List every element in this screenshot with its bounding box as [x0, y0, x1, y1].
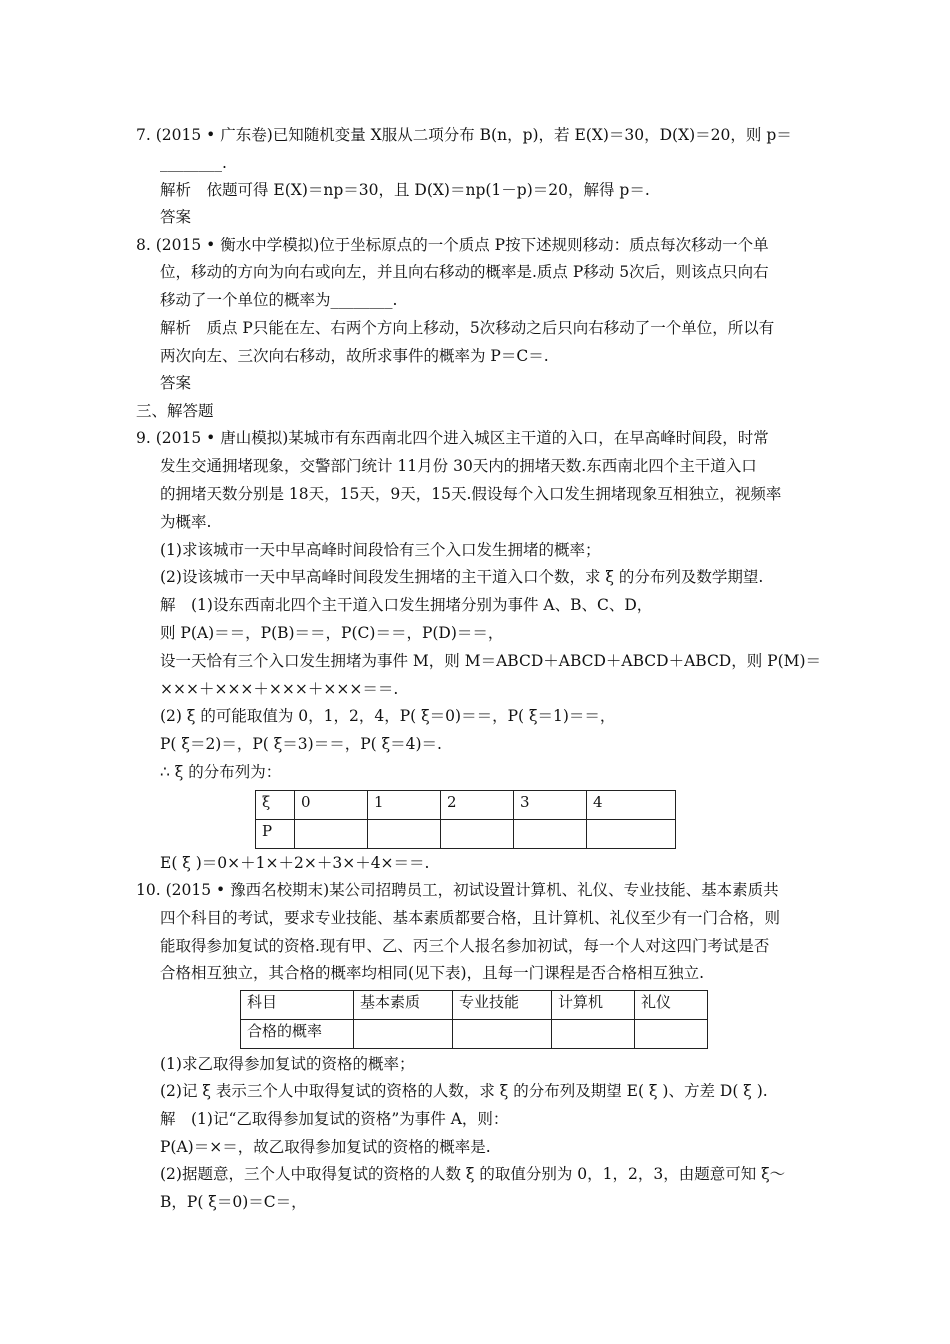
q10-solution-line4: B，P( ξ＝0)＝C＝，	[160, 1193, 307, 1211]
table-cell	[514, 820, 587, 849]
table-row	[241, 991, 708, 1020]
q8-stem-line3: 移动了一个单位的概率为________.	[160, 291, 398, 309]
q9-stem-line1: 9. (2015 • 唐山模拟)某城市有东西南北四个进入城区主干道的入口，在早高峰时间段，时常	[136, 429, 769, 447]
table-cell: 科目	[241, 991, 354, 1020]
table-row	[256, 820, 676, 849]
table-cell	[552, 1020, 635, 1049]
table-cell: 基本素质	[354, 991, 453, 1020]
table-cell: ξ	[256, 791, 295, 820]
q9-part2: (2)设该城市一天中早高峰时间段发生拥堵的主干道入口个数，求 ξ 的分布列及数学期望.	[160, 568, 764, 586]
q7-answer: 答案	[160, 208, 192, 226]
q10-stem-line1: 10. (2015 • 豫西名校期末)某公司招聘员工，初试设置计算机、礼仪、专业技能、基本素质共	[136, 881, 779, 899]
q10-stem-line3: 能取得参加复试的资格.现有甲、乙、丙三个人报名参加初试，每一个人对这四门考试是否	[160, 937, 770, 955]
q9-expectation: E( ξ )＝0×＋1×＋2×＋3×＋4×＝＝.	[160, 854, 430, 872]
table-cell: 合格的概率	[241, 1020, 354, 1049]
pass-probability-table	[240, 990, 708, 1049]
q10-part2: (2)记 ξ 表示三个人中取得复试的资格的人数，求 ξ 的分布列及期望 E( ξ )、方差 D( ξ ).	[160, 1082, 768, 1100]
section-heading: 三、解答题	[136, 402, 214, 420]
q9-stem-line2: 发生交通拥堵现象，交警部门统计 11月份 30天内的拥堵天数.东西南北四个主干道入口	[160, 457, 757, 475]
q8-answer: 答案	[160, 374, 192, 392]
table-cell	[354, 1020, 453, 1049]
table-cell: P	[256, 820, 295, 849]
q10-stem-line4: 合格相互独立，其合格的概率均相同(见下表)，且每一门课程是否合格相互独立.	[160, 964, 705, 982]
table-cell: 4	[587, 791, 676, 820]
table-cell: 专业技能	[453, 991, 552, 1020]
table-cell: 0	[295, 791, 368, 820]
q7-stem: 7. (2015 • 广东卷)已知随机变量 X服从二项分布 B(n，p)，若 E(X)＝30，D(X)＝20，则 p＝	[136, 126, 792, 144]
table-row	[241, 1020, 708, 1049]
q9-stem-line4: 为概率.	[160, 513, 212, 531]
table-cell: 计算机	[552, 991, 635, 1020]
table-cell	[295, 820, 368, 849]
q8-stem-line1: 8. (2015 • 衡水中学模拟)位于坐标原点的一个质点 P按下述规则移动：质点每次移动一个单	[136, 236, 769, 254]
q9-solution-line2: 则 P(A)＝＝，P(B)＝＝，P(C)＝＝，P(D)＝＝，	[160, 624, 504, 642]
table-cell	[587, 820, 676, 849]
q9-part1: (1)求该城市一天中早高峰时间段恰有三个入口发生拥堵的概率；	[160, 541, 601, 559]
q10-stem-line2: 四个科目的考试，要求专业技能、基本素质都要合格，且计算机、礼仪至少有一门合格，则	[160, 909, 781, 927]
table-cell	[635, 1020, 708, 1049]
table-cell: 3	[514, 791, 587, 820]
q7-blank: ________.	[160, 154, 227, 172]
table-cell	[368, 820, 441, 849]
q7-analysis: 解析 依题可得 E(X)＝np＝30，且 D(X)＝np(1－p)＝20，解得 p＝.	[160, 181, 650, 199]
q10-solution-line2: P(A)＝×＝，故乙取得参加复试的资格的概率是.	[160, 1138, 491, 1156]
q10-solution-line1: 解 (1)记“乙取得参加复试的资格”为事件 A，则：	[160, 1110, 509, 1128]
table-cell	[441, 820, 514, 849]
q8-analysis-line1: 解析 质点 P只能在左、右两个方向上移动，5次移动之后只向右移动了一个单位，所以有	[160, 319, 775, 337]
q9-solution-line5: (2) ξ 的可能取值为 0，1，2，4，P( ξ＝0)＝＝，P( ξ＝1)＝＝，	[160, 707, 616, 725]
q9-distribution-intro: ∴ ξ 的分布列为：	[160, 763, 282, 781]
table-cell: 2	[441, 791, 514, 820]
q9-solution-line6: P( ξ＝2)＝，P( ξ＝3)＝＝，P( ξ＝4)＝.	[160, 735, 442, 753]
table-row	[256, 791, 676, 820]
q9-solution-line4: ×××＋×××＋×××＋×××＝＝.	[160, 680, 399, 698]
q9-solution-line1: 解 (1)设东西南北四个主干道入口发生拥堵分别为事件 A、B、C、D，	[160, 596, 653, 614]
q10-solution-line3: (2)据题意，三个人中取得复试的资格的人数 ξ 的取值分别为 0，1，2，3，由题意可知 ξ～	[160, 1165, 786, 1183]
q9-solution-line3: 设一天恰有三个入口发生拥堵为事件 M，则 M＝ABCD＋ABCD＋ABCD＋ABCD，则 P(M)＝	[160, 652, 822, 670]
table-cell: 礼仪	[635, 991, 708, 1020]
q8-analysis-line2: 两次向左、三次向右移动，故所求事件的概率为 P＝C＝.	[160, 347, 549, 365]
q9-stem-line3: 的拥堵天数分别是 18天，15天，9天，15天.假设每个入口发生拥堵现象互相独立，视频率	[160, 485, 782, 503]
table-cell	[453, 1020, 552, 1049]
xi-distribution-table	[255, 790, 676, 849]
q8-stem-line2: 位，移动的方向为向右或向左，并且向右移动的概率是.质点 P移动 5次后，则该点只向右	[160, 263, 769, 281]
q10-part1: (1)求乙取得参加复试的资格的概率；	[160, 1055, 415, 1073]
table-cell: 1	[368, 791, 441, 820]
